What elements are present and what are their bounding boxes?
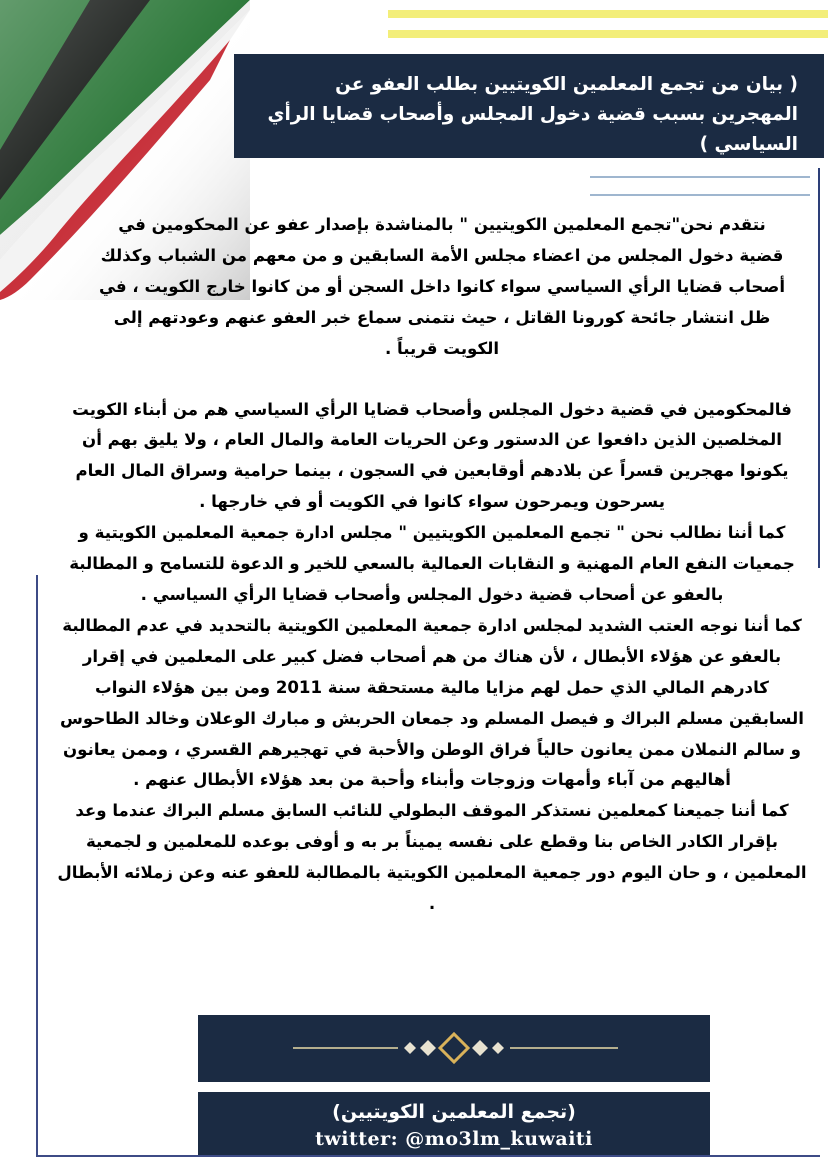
paragraph: نتقدم نحن"تجمع المعلمين الكويتيين " بالمناشدة بإصدار عفو عن المحكومين في قضية دخول المجلس من اعضاء مجلس الأمة السابقين و من معهم من الشباب وكذلك أصحاب قضايا الرأي السياسي سواء كانوا داخل السجن أو من كانوا خارج الكويت ، في ظل انتشار جائحة كورونا القاتل ، حيث نتمنى سماع خبر العفو عنهم وعودتهم إلى الكويت قريباً .	[98, 215, 786, 358]
ornament-box	[198, 1015, 710, 1082]
ornamental-divider	[198, 1015, 710, 1082]
ornament-diamond	[492, 1042, 504, 1054]
ornament-center-diamond	[440, 1034, 468, 1062]
paragraph-spacer	[56, 365, 808, 395]
ornament-diamond	[404, 1042, 416, 1054]
ornament-diamond	[472, 1040, 488, 1056]
decorative-blue-line	[590, 194, 810, 196]
paragraph: كما أننا جميعنا كمعلمين نستذكر الموقف البطولي للنائب السابق مسلم البراك عندما وعد بإقرار الكادر الخاص بنا وقطع على نفسه يميناً بر به و أوفى بوعده للمعلمين و لجمعية المعلمين ، و حان اليوم دور جمعية المعلمين الكويتية بالمطالبة للعفو عنه وعن زملائه الأبطال .	[57, 801, 807, 914]
frame-border-right	[818, 168, 820, 568]
decorative-yellow-line	[388, 30, 828, 38]
twitter-handle: twitter: @mo3lm_kuwaiti	[315, 1128, 593, 1150]
paragraph: فالمحكومين في قضية دخول المجلس وأصحاب قضايا الرأي السياسي هم من أبناء الكويت المخلصين الذين دافعوا عن الدستور وعن الحريات العامة والمال العام ، ولا يليق بهم أن يكونوا مهجرين قسراً عن بلادهم أوقابعين في السجون ، بينما حرامية وسراق المال العام يسرحون ويمرحون سواء كانوا في الكويت أو في خارجها .	[72, 399, 792, 512]
decorative-blue-line	[590, 176, 810, 178]
frame-border-bottom	[36, 1155, 820, 1157]
statement-title: ( بيان من تجمع المعلمين الكويتيين بطلب العفو عن المهجرين بسبب قضية دخول المجلس وأصحاب قضايا الرأي السياسي )	[267, 74, 798, 155]
paragraph: كما أننا نطالب نحن " تجمع المعلمين الكويتيين " مجلس ادارة جمعية المعلمين الكويتية و جمعيات النفع العام المهنية و النقابات العمالية بالسعي للخير و الدعوة للتسامح و المطالبة بالعفو عن أصحاب قضية دخول المجلس وأصحاب قضايا الرأي السياسي .	[69, 523, 795, 604]
signature-box	[198, 1092, 710, 1155]
statement-body	[56, 210, 808, 1010]
statement-title-box	[234, 54, 824, 158]
ornament-diamond	[420, 1040, 436, 1056]
decorative-yellow-line	[388, 10, 828, 18]
paragraph: كما أننا نوجه العتب الشديد لمجلس ادارة جمعية المعلمين الكويتية بالتحديد في عدم المطالبة بالعفو عن هؤلاء الأبطال ، لأن هناك من هم أصحاب فضل كبير على المعلمين في إقرار كادرهم المالي الذي حمل لهم مزايا مالية مستحقة سنة 2011 ومن بين هؤلاء النواب السابقين مسلم البراك و فيصل المسلم ود جمعان الحربش و مبارك الوعلان وخالد الطاحوس و سالم النملان ممن يعانون حالياً فراق الوطن والأحبة في تهجيرهم القسري ، وممن يعانون أهاليهم من آباء وأمهات وزوجات وأبناء وأحبة من بعد هؤلاء الأبطال عنهم .	[60, 615, 804, 790]
signature-name: (تجمع المعلمين الكويتيين)	[332, 1101, 576, 1123]
frame-border-left	[36, 575, 38, 1155]
